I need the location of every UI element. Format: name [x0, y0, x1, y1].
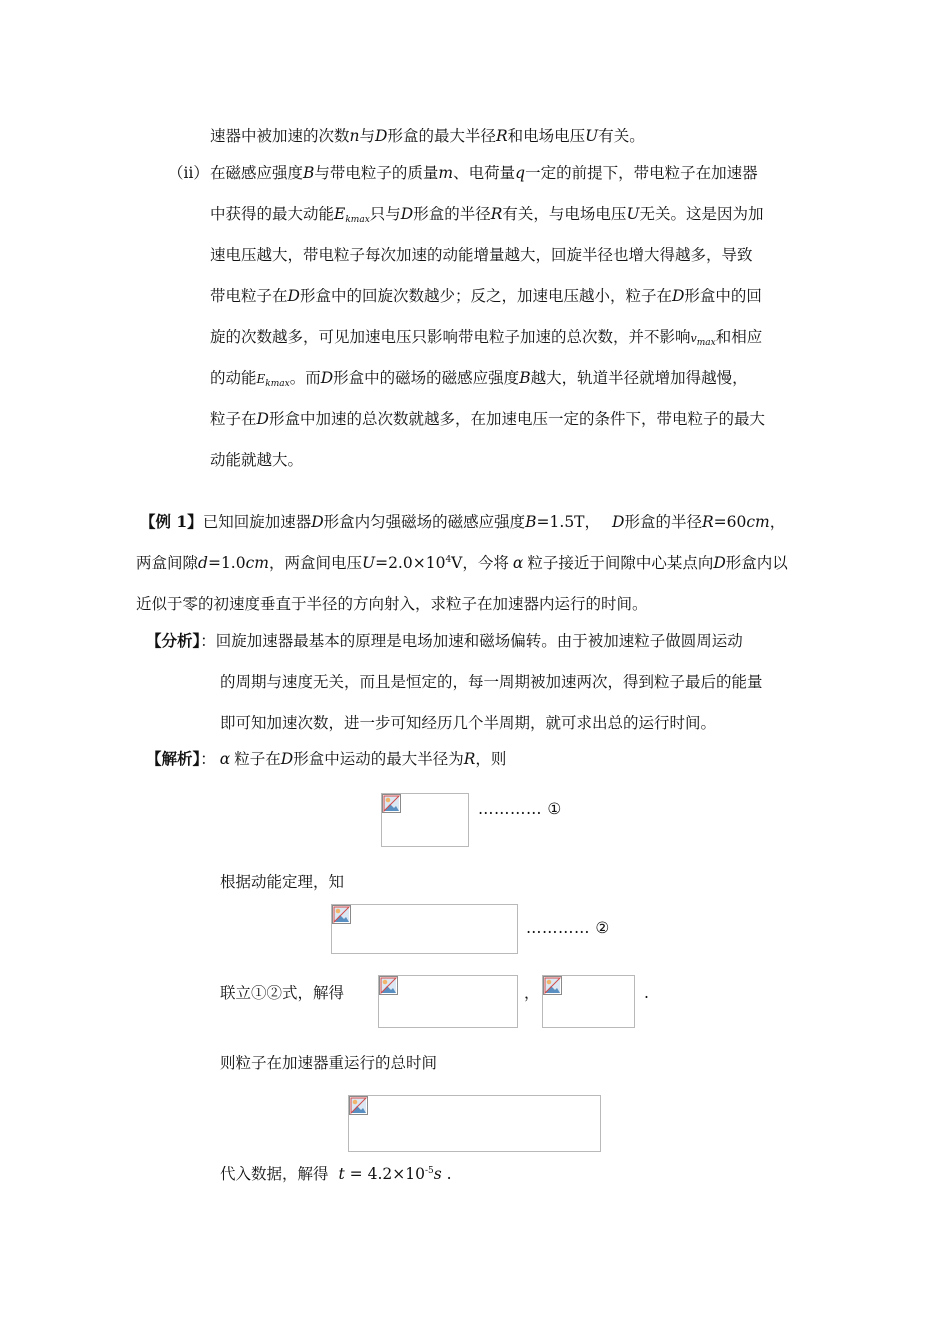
- equation-3a-image: [378, 975, 518, 1028]
- text: =60: [713, 513, 747, 531]
- text: =1.5T，: [536, 513, 601, 531]
- text: 越大，轨道半径就增加得越慢，: [530, 369, 748, 387]
- text: 代入数据，解得: [220, 1165, 329, 1183]
- superscript: 4: [445, 555, 452, 565]
- text: 和相应: [715, 328, 763, 346]
- text: 形盒中的回: [684, 287, 762, 305]
- text: ，两盒间电压: [268, 554, 362, 572]
- text: ：: [200, 632, 216, 650]
- var-R: R: [701, 513, 714, 531]
- text: .: [441, 1165, 452, 1183]
- text: ，: [769, 513, 786, 531]
- text: 只与: [369, 205, 401, 223]
- text: 形盒内匀强磁场的磁感应强度: [323, 513, 526, 531]
- broken-image-icon: [349, 1096, 368, 1115]
- solution-line-2: 根据动能定理，知: [220, 873, 345, 891]
- paragraph-ii-line-4: [210, 286, 762, 306]
- paragraph-ii-label: （ⅱ）: [168, 164, 209, 182]
- var-B: B: [303, 164, 315, 182]
- var-D: D: [713, 554, 726, 572]
- text: 粒子在: [234, 750, 281, 768]
- var-R: R: [490, 205, 503, 223]
- text: 形盒的半径: [413, 205, 491, 223]
- paragraph-ii-line-1: [210, 163, 758, 183]
- text: ：: [200, 750, 216, 768]
- text: 的动能: [210, 369, 257, 387]
- example-label: 【例 1】: [140, 512, 203, 531]
- text: 中获得的最大动能: [210, 205, 335, 223]
- var-B: B: [525, 513, 537, 531]
- var-m: m: [438, 164, 454, 182]
- var-U: U: [585, 127, 599, 145]
- text: 有关，与电场电压: [502, 205, 627, 223]
- paragraph-ii-line-2: [210, 204, 764, 227]
- text: 无关。这是因为加: [639, 205, 764, 223]
- text: 和电场电压: [507, 127, 586, 145]
- analysis-line-3: 即可知加速次数，进一步可知经历几个半周期，就可求出总的运行时间。: [220, 714, 717, 732]
- equation-2-marker: ………… ②: [526, 919, 610, 937]
- var-D: D: [287, 287, 300, 305]
- period: .: [644, 984, 649, 1002]
- broken-image-icon: [332, 905, 351, 924]
- analysis-line-2: 的周期与速度无关，而且是恒定的，每一周期被加速两次，得到粒子最后的能量: [220, 673, 763, 691]
- var-E: E: [256, 372, 266, 386]
- broken-image-icon: [382, 794, 401, 813]
- solution-line-1: [146, 749, 506, 769]
- equation-3b-image: [542, 975, 635, 1028]
- var-t: t: [338, 1165, 345, 1183]
- text: 形盒的最大半径: [387, 127, 496, 145]
- solution-line-5: [220, 1164, 452, 1187]
- text: 、电荷量: [453, 164, 516, 182]
- equation-2-image: [331, 904, 518, 954]
- var-D: D: [375, 127, 388, 145]
- subscript: kmax: [265, 379, 290, 389]
- var-v: v: [690, 332, 697, 345]
- analysis-label: 【分析】: [146, 631, 201, 650]
- comma: ，: [524, 984, 540, 1002]
- text: 形盒内以: [725, 554, 788, 572]
- var-D: D: [280, 750, 294, 768]
- broken-image-icon: [543, 976, 562, 995]
- text: 回旋加速器最基本的原理是电场加速和磁场偏转。由于被加速粒子做圆周运动: [215, 632, 743, 650]
- unit-s: s: [433, 1165, 442, 1183]
- text: 带电粒子在: [210, 287, 288, 305]
- text: 形盒中加速的总次数就越多，在加速电压一定的条件下，带电粒子的最大: [268, 410, 765, 428]
- text: =2.0×10: [375, 554, 446, 572]
- example-line-1: [140, 512, 785, 532]
- paragraph-ii-line-7: [210, 409, 765, 429]
- text: V，今将: [451, 554, 509, 572]
- text: 已知回旋加速器: [202, 513, 312, 531]
- var-R: R: [495, 127, 508, 145]
- text: 。而: [289, 369, 321, 387]
- broken-image-icon: [379, 976, 398, 995]
- var-d: d: [198, 554, 208, 572]
- text: 两盒间隙: [136, 554, 199, 572]
- equation-1-marker: ………… ①: [478, 800, 562, 818]
- unit-cm: cm: [245, 554, 269, 572]
- analysis-line-1: [146, 631, 743, 651]
- equation-4-image: [348, 1095, 601, 1152]
- var-D: D: [311, 513, 324, 531]
- var-D: D: [320, 369, 334, 387]
- var-E: E: [334, 205, 346, 223]
- example-line-3: 近似于零的初速度垂直于半径的方向射入，求粒子在加速器内运行的时间。: [136, 595, 648, 613]
- var-B: B: [519, 369, 531, 387]
- text: 形盒中的回旋次数越少；反之，加速电压越小，粒子在: [299, 287, 672, 305]
- var-U: U: [626, 205, 640, 223]
- var-q: q: [515, 164, 526, 182]
- var-D: D: [671, 287, 685, 305]
- text: ，则: [475, 750, 507, 768]
- text: 形盒的半径: [624, 513, 702, 531]
- text: 粒子在: [210, 410, 257, 428]
- text: 粒子接近于间隙中心某点向: [527, 554, 714, 572]
- paragraph-ii-line-6: [210, 368, 748, 391]
- var-n: n: [349, 127, 360, 145]
- example-line-2: [136, 553, 788, 576]
- paragraph-ii-line-8: 动能就越大。: [210, 451, 304, 469]
- text: = 4.2×10: [344, 1165, 425, 1183]
- text: 一定的前提下，带电粒子在加速器: [525, 164, 758, 182]
- text: =1.0: [207, 554, 246, 572]
- equation-1-image: [381, 793, 469, 847]
- var-D: D: [612, 513, 625, 531]
- paragraph-ii-line-3: 速电压越大，带电粒子每次加速的动能增量越大，回旋半径也增大得越多，导致: [210, 246, 753, 264]
- solution-label: 【解析】: [146, 749, 201, 768]
- text: 旋的次数越多，可见加速电压只影响带电粒子加速的总次数，并不影响: [210, 328, 691, 346]
- text: 与带电粒子的质量: [314, 164, 439, 182]
- text: 有关。: [598, 127, 645, 145]
- var-R: R: [463, 750, 476, 768]
- solution-line-4: 则粒子在加速器重运行的总时间: [220, 1054, 438, 1072]
- solution-line-3: 联立①②式，解得: [220, 984, 345, 1002]
- paragraph-ii-line-5: [210, 327, 762, 350]
- text: 在磁感应强度: [210, 164, 304, 182]
- subscript: max: [696, 338, 716, 348]
- var-alpha: α: [512, 554, 524, 572]
- text: 速器中被加速的次数: [210, 127, 350, 145]
- text: 形盒中运动的最大半径为: [293, 750, 464, 768]
- text: 与: [359, 127, 376, 145]
- text: 形盒中的磁场的磁感应强度: [333, 369, 520, 387]
- var-D: D: [256, 410, 269, 428]
- superscript: -5: [424, 1166, 434, 1176]
- var-D: D: [400, 205, 414, 223]
- var-alpha: α: [219, 750, 231, 768]
- paragraph-i-line: [210, 126, 645, 146]
- subscript: kmax: [345, 215, 370, 225]
- var-U: U: [362, 554, 376, 572]
- unit-cm: cm: [746, 513, 770, 531]
